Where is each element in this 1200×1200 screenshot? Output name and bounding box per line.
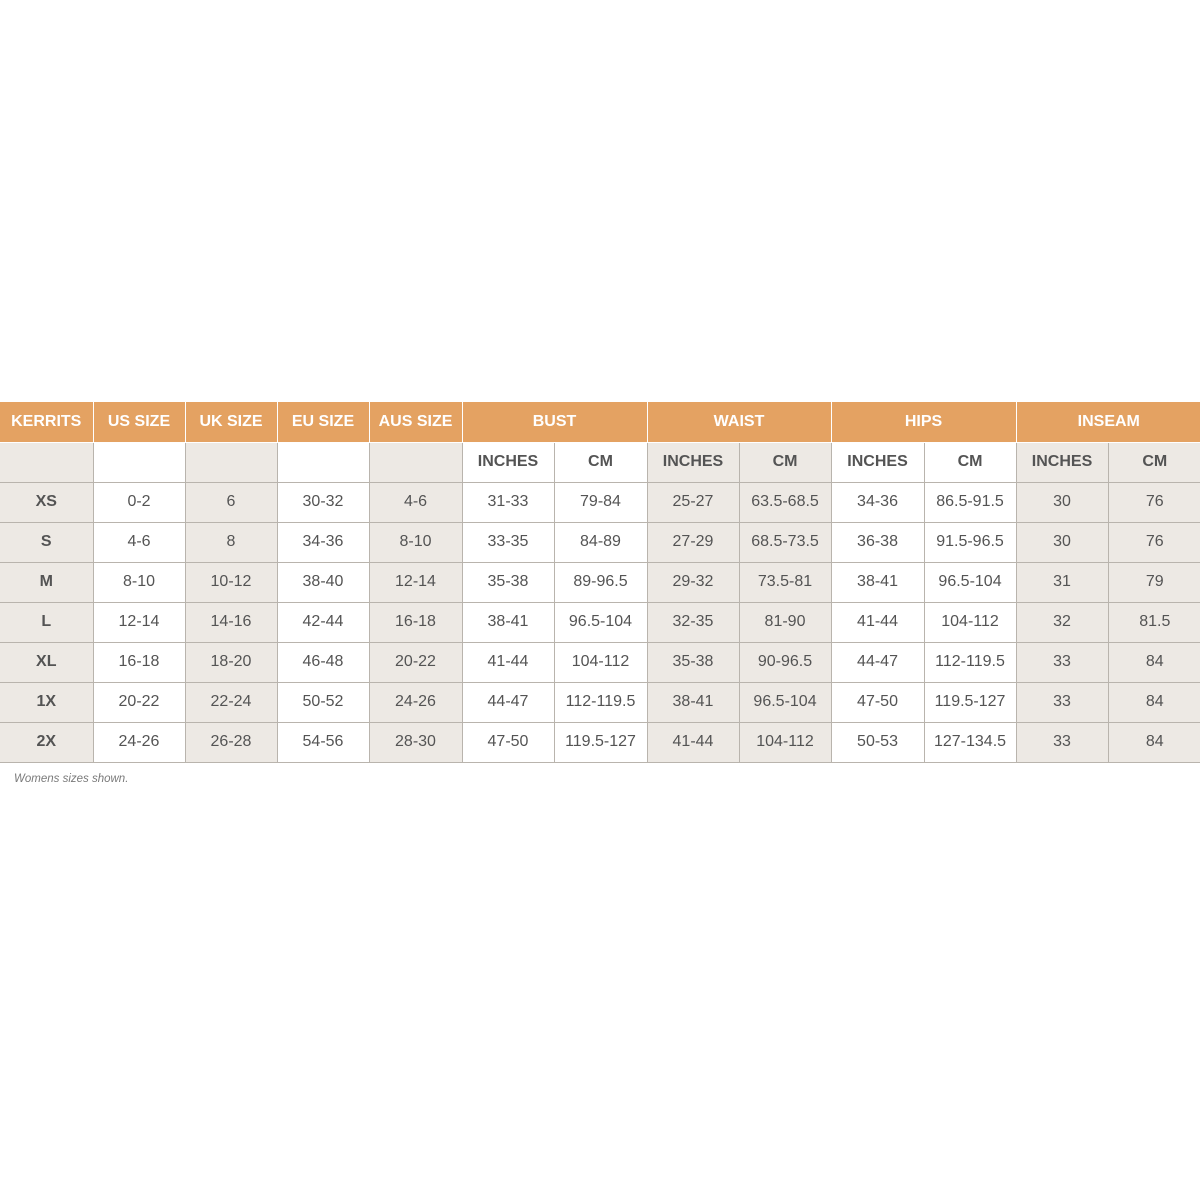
cell-aus-size: 12-14 [369, 562, 462, 602]
header-kerrits: KERRITS [0, 402, 93, 442]
cell-bust-inches: 44-47 [462, 682, 554, 722]
cell-us-size: 16-18 [93, 642, 185, 682]
cell-eu-size: 46-48 [277, 642, 369, 682]
cell-hips-cm: 127-134.5 [924, 722, 1016, 762]
cell-hips-inches: 50-53 [831, 722, 924, 762]
table-row [0, 482, 1200, 522]
cell-hips-cm: 86.5-91.5 [924, 482, 1016, 522]
cell-inseam-cm: 81.5 [1108, 602, 1200, 642]
cell-uk-size: 14-16 [185, 602, 277, 642]
cell-eu-size: 30-32 [277, 482, 369, 522]
cell-eu-size: 38-40 [277, 562, 369, 602]
cell-waist-cm: 96.5-104 [739, 682, 831, 722]
cell-waist-inches: 35-38 [647, 642, 739, 682]
subheader-empty-uk [185, 442, 277, 482]
size-chart [0, 402, 1200, 763]
cell-inseam-cm: 84 [1108, 722, 1200, 762]
cell-inseam-cm: 76 [1108, 522, 1200, 562]
cell-eu-size: 54-56 [277, 722, 369, 762]
cell-bust-inches: 41-44 [462, 642, 554, 682]
footnote: Womens sizes shown. [14, 773, 129, 785]
cell-uk-size: 22-24 [185, 682, 277, 722]
cell-inseam-inches: 30 [1016, 482, 1108, 522]
cell-us-size: 24-26 [93, 722, 185, 762]
cell-waist-cm: 81-90 [739, 602, 831, 642]
cell-size: XL [0, 642, 93, 682]
cell-uk-size: 8 [185, 522, 277, 562]
subheader-empty-kerrits [0, 442, 93, 482]
cell-us-size: 0-2 [93, 482, 185, 522]
cell-inseam-cm: 76 [1108, 482, 1200, 522]
cell-uk-size: 10-12 [185, 562, 277, 602]
subheader-hips-inches: INCHES [831, 442, 924, 482]
cell-eu-size: 50-52 [277, 682, 369, 722]
cell-uk-size: 18-20 [185, 642, 277, 682]
cell-hips-cm: 112-119.5 [924, 642, 1016, 682]
table-row [0, 682, 1200, 722]
cell-us-size: 8-10 [93, 562, 185, 602]
cell-waist-inches: 38-41 [647, 682, 739, 722]
cell-hips-cm: 119.5-127 [924, 682, 1016, 722]
cell-aus-size: 20-22 [369, 642, 462, 682]
header-hips: HIPS [831, 402, 1016, 442]
cell-hips-inches: 36-38 [831, 522, 924, 562]
cell-bust-cm: 104-112 [554, 642, 647, 682]
cell-eu-size: 34-36 [277, 522, 369, 562]
cell-waist-inches: 25-27 [647, 482, 739, 522]
subheader-waist-cm: CM [739, 442, 831, 482]
cell-waist-cm: 104-112 [739, 722, 831, 762]
cell-hips-inches: 47-50 [831, 682, 924, 722]
cell-inseam-inches: 33 [1016, 682, 1108, 722]
cell-inseam-cm: 79 [1108, 562, 1200, 602]
cell-hips-inches: 34-36 [831, 482, 924, 522]
subheader-hips-cm: CM [924, 442, 1016, 482]
cell-size: 1X [0, 682, 93, 722]
cell-uk-size: 6 [185, 482, 277, 522]
cell-inseam-inches: 33 [1016, 642, 1108, 682]
cell-aus-size: 16-18 [369, 602, 462, 642]
cell-bust-inches: 31-33 [462, 482, 554, 522]
cell-waist-cm: 90-96.5 [739, 642, 831, 682]
cell-hips-cm: 91.5-96.5 [924, 522, 1016, 562]
subheader-waist-inches: INCHES [647, 442, 739, 482]
cell-hips-cm: 104-112 [924, 602, 1016, 642]
table-row [0, 722, 1200, 762]
subheader-empty-aus [369, 442, 462, 482]
cell-inseam-inches: 33 [1016, 722, 1108, 762]
header-inseam: INSEAM [1016, 402, 1200, 442]
cell-inseam-cm: 84 [1108, 682, 1200, 722]
cell-us-size: 4-6 [93, 522, 185, 562]
cell-bust-cm: 89-96.5 [554, 562, 647, 602]
cell-aus-size: 28-30 [369, 722, 462, 762]
subheader-empty-us [93, 442, 185, 482]
cell-hips-inches: 44-47 [831, 642, 924, 682]
cell-size: L [0, 602, 93, 642]
cell-size: M [0, 562, 93, 602]
cell-waist-inches: 27-29 [647, 522, 739, 562]
cell-bust-inches: 38-41 [462, 602, 554, 642]
cell-hips-cm: 96.5-104 [924, 562, 1016, 602]
header-waist: WAIST [647, 402, 831, 442]
cell-us-size: 12-14 [93, 602, 185, 642]
header-eu-size: EU SIZE [277, 402, 369, 442]
header-us-size: US SIZE [93, 402, 185, 442]
cell-bust-cm: 119.5-127 [554, 722, 647, 762]
cell-inseam-inches: 31 [1016, 562, 1108, 602]
cell-inseam-inches: 32 [1016, 602, 1108, 642]
table-row [0, 642, 1200, 682]
cell-bust-cm: 112-119.5 [554, 682, 647, 722]
cell-size: 2X [0, 722, 93, 762]
cell-hips-inches: 38-41 [831, 562, 924, 602]
cell-aus-size: 4-6 [369, 482, 462, 522]
cell-waist-cm: 68.5-73.5 [739, 522, 831, 562]
cell-waist-cm: 73.5-81 [739, 562, 831, 602]
cell-waist-inches: 32-35 [647, 602, 739, 642]
cell-aus-size: 24-26 [369, 682, 462, 722]
subheader-bust-cm: CM [554, 442, 647, 482]
subheader-row [0, 442, 1200, 482]
cell-eu-size: 42-44 [277, 602, 369, 642]
table-row [0, 562, 1200, 602]
cell-size: S [0, 522, 93, 562]
cell-waist-cm: 63.5-68.5 [739, 482, 831, 522]
cell-bust-cm: 84-89 [554, 522, 647, 562]
subheader-empty-eu [277, 442, 369, 482]
size-table [0, 402, 1200, 763]
table-row [0, 602, 1200, 642]
cell-aus-size: 8-10 [369, 522, 462, 562]
cell-bust-cm: 79-84 [554, 482, 647, 522]
table-row [0, 522, 1200, 562]
subheader-inseam-cm: CM [1108, 442, 1200, 482]
cell-bust-inches: 47-50 [462, 722, 554, 762]
header-aus-size: AUS SIZE [369, 402, 462, 442]
header-bust: BUST [462, 402, 647, 442]
cell-us-size: 20-22 [93, 682, 185, 722]
header-row [0, 402, 1200, 442]
header-uk-size: UK SIZE [185, 402, 277, 442]
cell-bust-inches: 35-38 [462, 562, 554, 602]
cell-hips-inches: 41-44 [831, 602, 924, 642]
subheader-inseam-inches: INCHES [1016, 442, 1108, 482]
cell-inseam-inches: 30 [1016, 522, 1108, 562]
cell-size: XS [0, 482, 93, 522]
cell-waist-inches: 29-32 [647, 562, 739, 602]
cell-uk-size: 26-28 [185, 722, 277, 762]
subheader-bust-inches: INCHES [462, 442, 554, 482]
cell-bust-inches: 33-35 [462, 522, 554, 562]
cell-bust-cm: 96.5-104 [554, 602, 647, 642]
cell-waist-inches: 41-44 [647, 722, 739, 762]
cell-inseam-cm: 84 [1108, 642, 1200, 682]
